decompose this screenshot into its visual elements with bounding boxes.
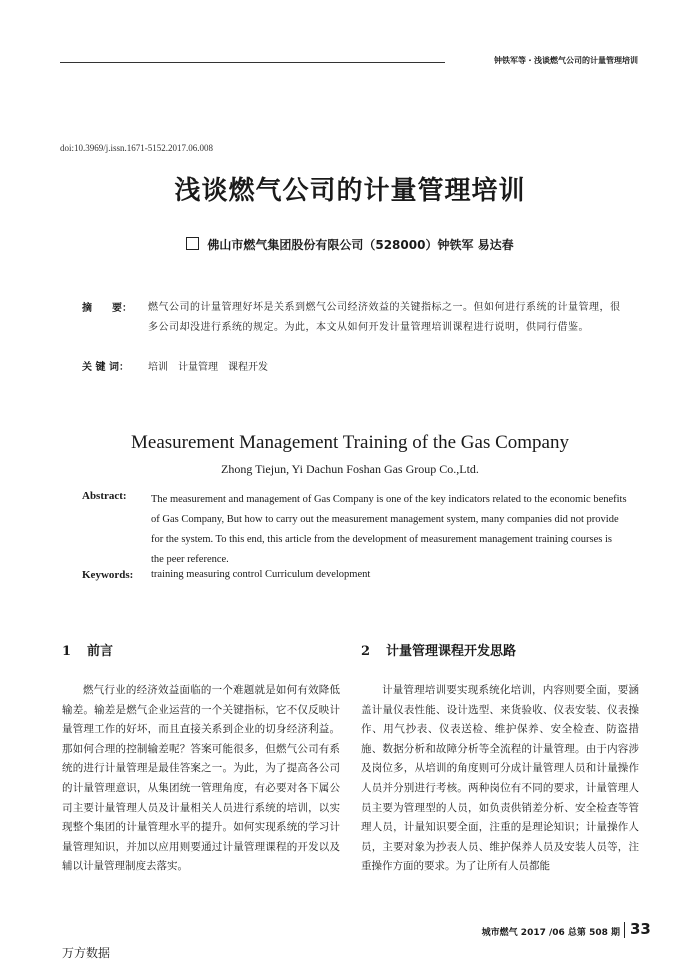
footer-divider [624,922,625,938]
authors-line: 佛山市燃气集团股份有限公司（528000）钟铁军 易达春 [207,238,514,252]
authors [0,236,700,253]
en-keywords-label: Keywords: [82,569,134,581]
square-icon [186,237,199,250]
section1-number: 1 [62,644,72,659]
cn-keywords-text: 培训 计量管理 课程开发 [148,362,268,373]
cn-abstract-label: 摘 要： [82,303,132,314]
en-abstract-label: Abstract: [82,490,127,502]
section2-body: 计量管理培训要实现系统化培训，内容则要全面，要涵盖计量仪表性能、设计选型、来货验收、仪表安装、仪表操作、用气抄表、仪表送检、维护保养、安全检查、防盗措施、数据分析和故障分析等全流程的计量管理。由于内容涉及岗位多，从培训的角度则可分成计量管理人员和计量操作人员并分别进行考核。两种岗位有不同的要求，计量管理人员主要为管理型的人员，如负责供销差分析、安全检查等管理人员，计量知识要全面，注重的是理论知识；计量操作人员，主要对象为抄表人员、维护保养人员及安装人员等，注重操作方面的要求。为了让所有人员都能 [361,684,639,873]
section1-body: 燃气行业的经济效益面临的一个难题就是如何有效降低输差。输差是燃气企业运营的一个关键指标，它不仅反映计量管理工作的好坏，而且直接关系到企业的切身经济利益。那如何合理的控制输差呢？答案可能很多，但燃气公司有系统的进行计量管理是最佳答案之一。为此，为了提高各公司的计量管理意识，从集团统一管理角度，有必要对各下属公司主要计量管理人员及计量相关人员进行系统的培训，以实现整个集团的计量管理水平的提升。如何实现系统的学习计量管理知识，并加以应用则要通过计量管理课程的开发以及辅以计量管理制度去落实。 [62,684,340,873]
page-number: 33 [630,920,651,938]
section1-heading [62,640,113,659]
en-title: Measurement Management Training of the Gas Company [131,432,569,453]
en-authors: Zhong Tiejun, Yi Dachun Foshan Gas Group Co.,Ltd. [221,462,479,476]
footer-journal: 城市燃气 2017 /06 总第 508 期 [481,928,620,938]
doi: doi:10.3969/j.issn.1671-5152.2017.06.008 [60,143,214,153]
cn-keywords-label: 关 键 词： [82,362,129,373]
running-title: 钟铁军等・浅谈燃气公司的计量管理培训 [494,56,638,65]
watermark: 万方数据 [62,946,111,960]
section2-number: 2 [361,644,371,659]
section2-heading [361,640,516,659]
page-title: 浅谈燃气公司的计量管理培训 [174,176,526,206]
en-abstract-text: The measurement and management of Gas Company is one of the key indicators related to the economic benefits of Gas Company, But how to carry out the measurement management system, many companies did not provide for the system. To this end, this article from the development of measurement management training courses is the peer reference. [151,494,627,565]
cn-abstract-text: 燃气公司的计量管理好坏是关系到燃气公司经济效益的关键指标之一。但如何进行系统的计量管理，很多公司却没进行系统的规定。为此，本文从如何开发计量管理培训课程进行说明，供同行借鉴。 [148,302,621,333]
section1-title: 前言 [87,644,114,659]
en-keywords-text: training measuring control Curriculum development [151,569,371,580]
header-rule [60,62,445,63]
section2-title: 计量管理课程开发思路 [386,644,517,659]
